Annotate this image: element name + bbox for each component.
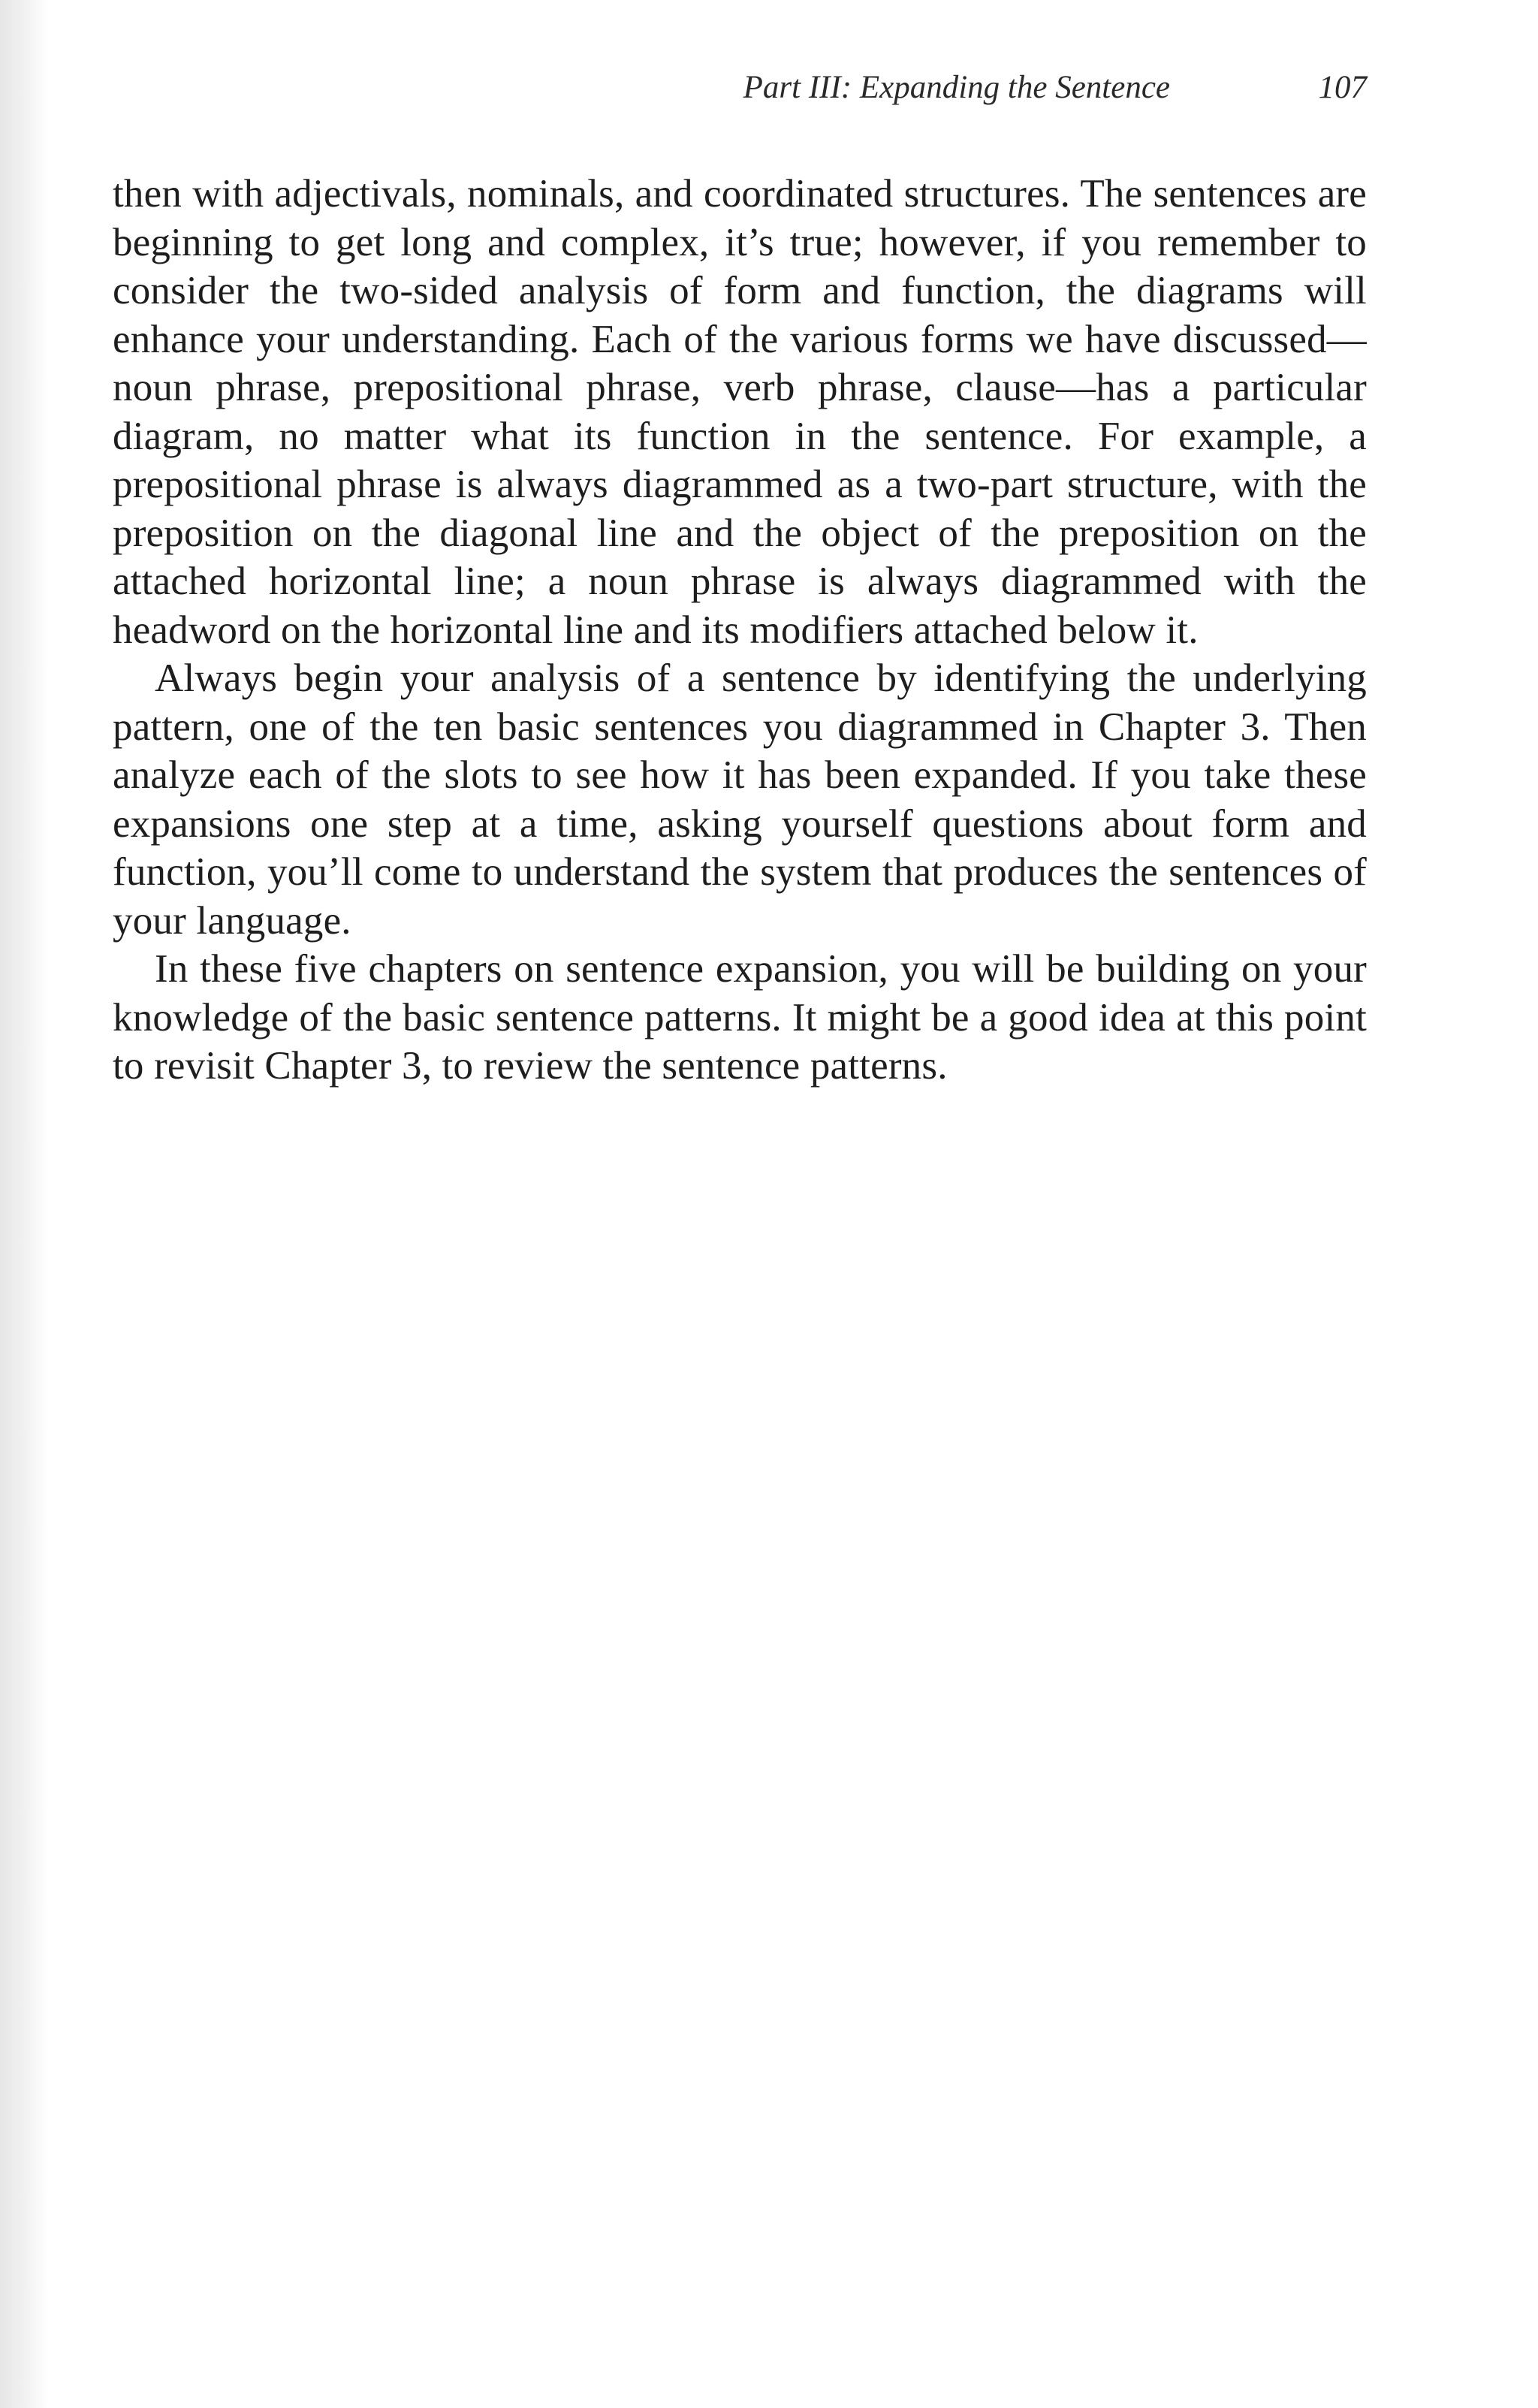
paragraph-continued: then with adjectivals, nominals, and coordinated structures. The sentences are beginning to get long and complex, it’s true; however, if you remember to consider the two-sided analysis of form and function, the diagrams will enhance your understanding. Each of the various forms we have discussed—noun phrase, prepositional phrase, verb phrase, clause—has a particular diagram, no matter what its function in the sentence. For example, a prepositional phrase is always diagrammed as a two-part structure, with the preposition on the diagonal line and the object of the preposition on the attached horizontal line; a noun phrase is always diagrammed with the headword on the horizontal line and its modifiers attached below it. (113, 172, 1367, 652)
book-page (113, 65, 1367, 1091)
page-number: 107 (1318, 70, 1367, 105)
running-title: Part III: Expanding the Sentence (743, 70, 1170, 105)
paragraph-analysis-advice: Always begin your analysis of a sentence by identifying the underlying pattern, one of the ten basic sentences you diagrammed in Chapter 3. Then analyze each of the slots to see how it has been expanded. If you take these expansions one step at a time, asking yourself questions about form and function, you’ll come to understand the system that produces the sentences of your language. (113, 656, 1367, 943)
binding-gutter-shadow (0, 0, 48, 2408)
body-text (113, 170, 1367, 1091)
paragraph-chapter-overview: In these five chapters on sentence expansion, you will be building on your knowledge of the basic sentence patterns. It might be a good idea at this point to revisit Chapter 3, to review the sentence patterns. (113, 947, 1367, 1088)
running-head (113, 65, 1367, 128)
